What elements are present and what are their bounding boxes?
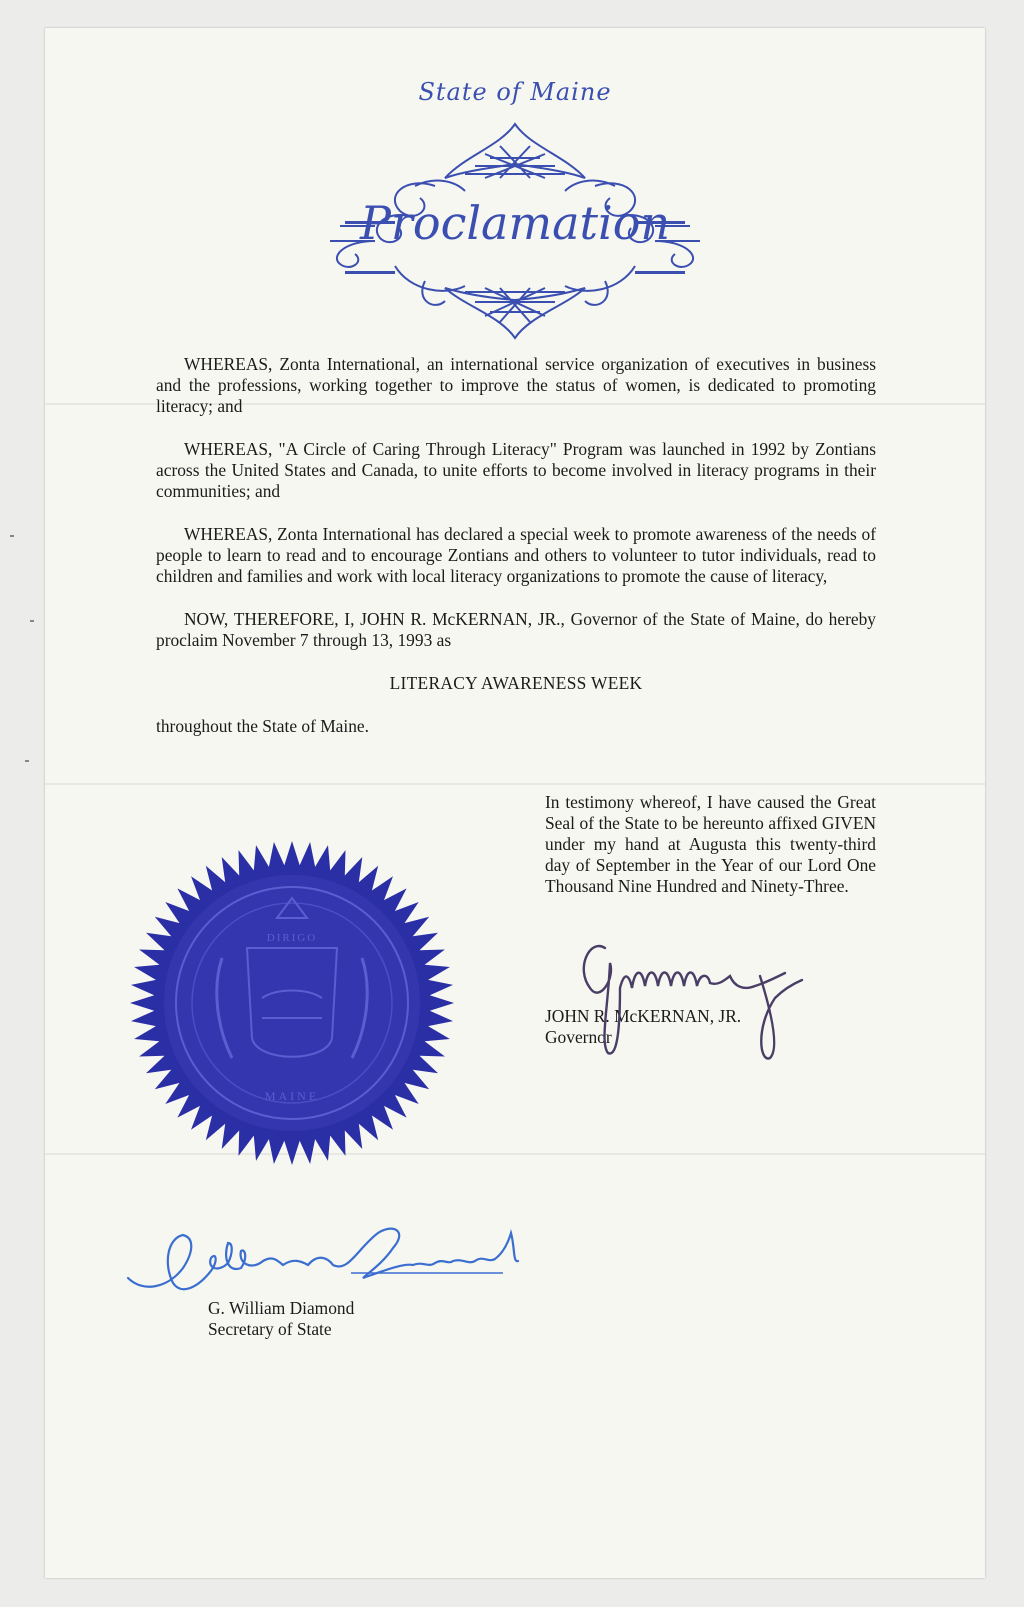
scan-speck <box>10 535 14 537</box>
state-title: State of Maine <box>418 78 612 106</box>
seal-motto: DIRIGO <box>266 932 318 944</box>
testimony-paragraph: In testimony whereof, I have caused the Great Seal of the State to be hereunto affixed GIVEN under my hand at Augusta this twenty-third day of September in the Year of our Lord One Thousand Nine Hundred and Ninety-Three. <box>545 792 876 896</box>
governor-name: JOHN R. McKERNAN, JR. <box>545 1006 742 1026</box>
proclamation-body <box>156 354 876 737</box>
paper-fold-line <box>45 783 985 785</box>
great-seal-icon <box>127 838 457 1168</box>
proclaimed-week-title: LITERACY AWARENESS WEEK <box>389 673 643 693</box>
governor-signature-icon <box>560 928 805 1068</box>
secretary-signature-block <box>208 1298 354 1340</box>
whereas-paragraph: WHEREAS, Zonta International has declared a special week to promote awareness of the needs of people to learn to read and to encourage Zontians and others to volunteer to tutor individuals, read to children and families and work with local literacy organizations to promote the cause of literacy, <box>156 524 876 586</box>
secretary-title: Secretary of State <box>208 1319 332 1339</box>
proclamation-document <box>45 28 985 1578</box>
scan-speck <box>30 620 34 622</box>
whereas-paragraph: WHEREAS, "A Circle of Caring Through Literacy" Program was launched in 1992 by Zontians across the United States and Canada, to unite efforts to become involved in literacy programs in their communities; and <box>156 439 876 501</box>
closing-line: throughout the State of Maine. <box>156 716 369 736</box>
secretary-name: G. William Diamond <box>208 1298 355 1318</box>
document-type-title: Proclamation <box>359 196 671 250</box>
governor-title: Governor <box>545 1027 612 1047</box>
proclamation-cartouche <box>315 116 715 346</box>
scan-speck <box>25 760 29 762</box>
whereas-paragraph: WHEREAS, Zonta International, an international service organization of executives in business and the professions, working together to improve the status of women, is dedicated to promoting literacy; and <box>156 354 876 416</box>
seal-state-name: MAINE <box>264 1089 320 1103</box>
proclaim-paragraph: NOW, THEREFORE, I, JOHN R. McKERNAN, JR., Governor of the State of Maine, do hereby proclaim November 7 through 13, 1993 as <box>156 609 876 650</box>
